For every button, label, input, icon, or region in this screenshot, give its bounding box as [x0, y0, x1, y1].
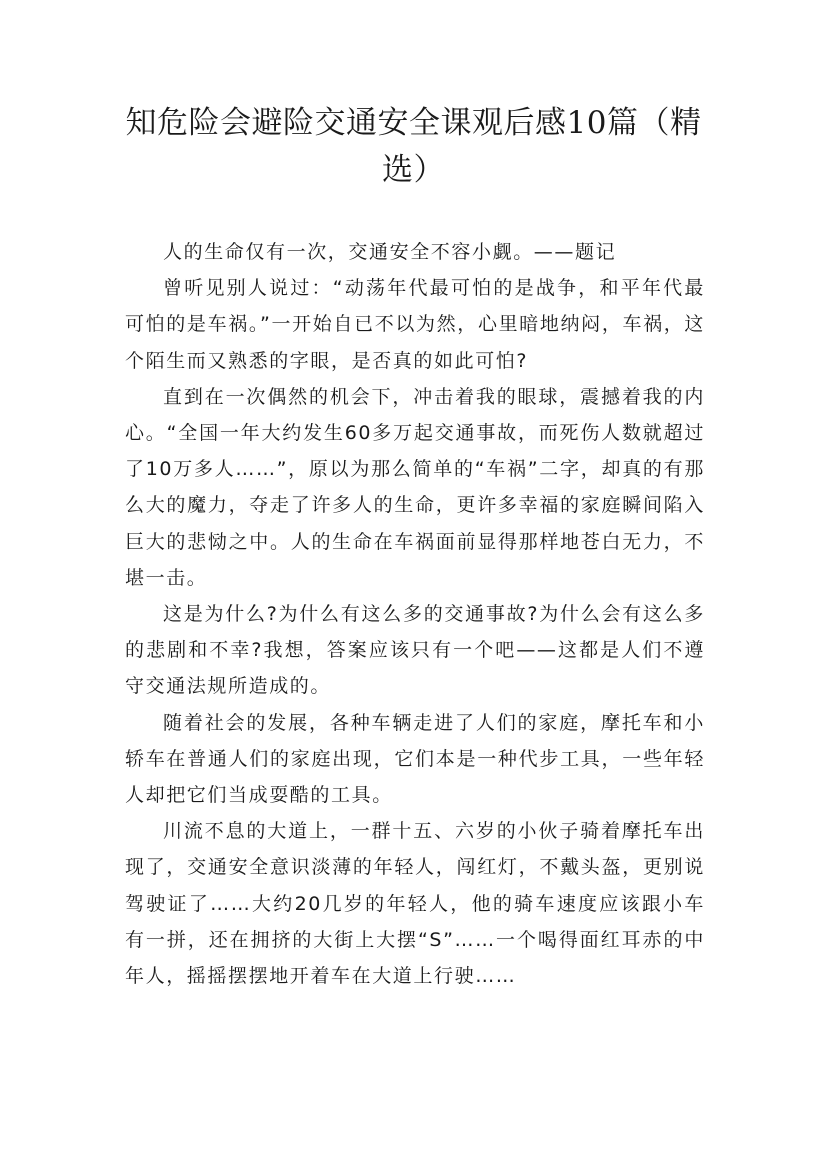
- paragraph: 随着社会的发展，各种车辆走进了人们的家庭，摩托车和小轿车在普通人们的家庭出现，它们本是一种代步工具，一些年轻人却把它们当成耍酷的工具。: [125, 711, 705, 807]
- document-body: [125, 234, 705, 994]
- paragraph: 这是为什么?为什么有这么多的交通事故?为什么会有这么多的悲剧和不幸?我想，答案应该只有一个吧——这都是人们不遵守交通法规所造成的。: [125, 603, 705, 698]
- paragraph: 直到在一次偶然的机会下，冲击着我的眼球，震撼着我的内心。“全国一年大约发生60多万起交通事故，而死伤人数就超过了10万多人……”，原以为那么简单的“车祸”二字，却真的有那么大的魔力，夺走了许多人的生命，更许多幸福的家庭瞬间陷入巨大的悲恸之中。人的生命在车祸面前显得那样地苍白无力，不堪一击。: [125, 385, 705, 589]
- paragraph-epigraph: 人的生命仅有一次，交通安全不容小觑。——题记: [163, 241, 617, 263]
- paragraph: 川流不息的大道上，一群十五、六岁的小伙子骑着摩托车出现了，交通安全意识淡薄的年轻人，闯红灯，不戴头盔，更别说驾驶证了……大约20几岁的年轻人，他的骑车速度应该跟小车有一拼，还在拥挤的大街上大摆“S”……一个喝得面红耳赤的中年人，摇摇摆摆地开着车在大道上行驶……: [125, 820, 705, 988]
- paragraph: 曾听见别人说过：“动荡年代最可怕的是战争，和平年代最可怕的是车祸。”一开始自已不以为然，心里暗地纳闷，车祸，这个陌生而又熟悉的字眼，是否真的如此可怕?: [125, 277, 705, 372]
- document-title: 知危险会避险交通安全课观后感10篇（精选）: [125, 105, 702, 188]
